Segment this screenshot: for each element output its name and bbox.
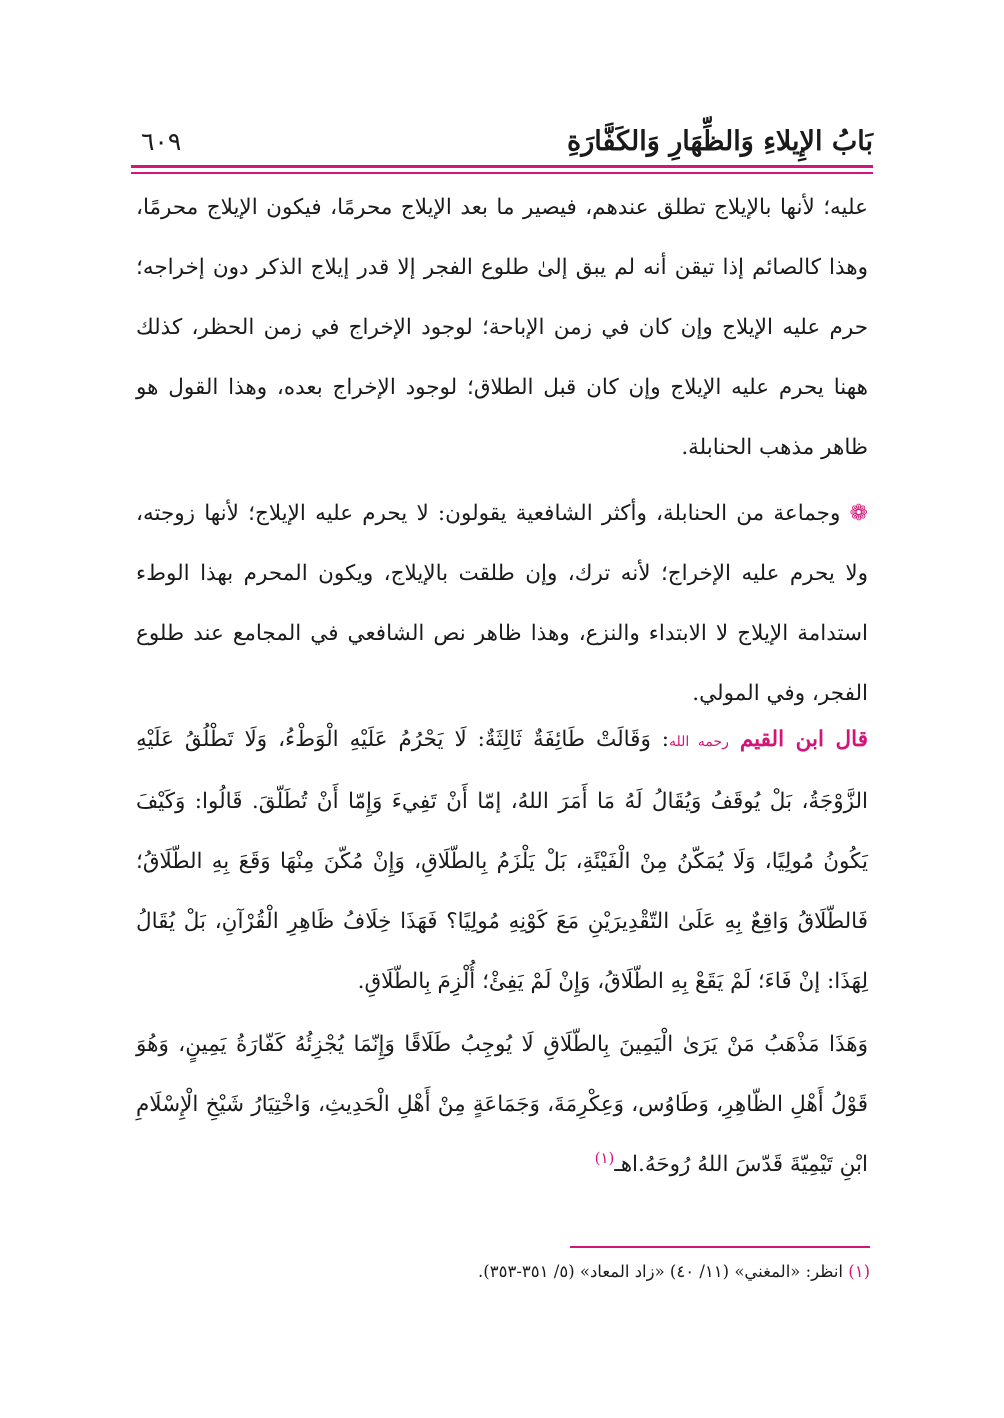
page-number: ٦٠٩ [141, 127, 182, 156]
footnote-separator [570, 1246, 870, 1248]
paragraph-4-text: وَهَذَا مَذْهَبُ مَنْ يَرَىٰ الْيَمِينَ بِالطّلَاقِ لَا يُوجِبُ طَلَاقًا وَإِنّمَا يُجْزِئُهُ كَفّارَةُ يَمِينٍ، وَهُوَ قَوْلُ أَهْلِ الظّاهِرِ، وَطَاوُس، وَعِكْرِمَةَ، وَجَمَاعَةٍ مِنْ أَهْلِ الْحَدِيثِ، وَاخْتِيَارُ شَيْخِ الْإِسْلَامِ ابْنِ تَيْمِيّةَ قَدّسَ اللهُ رُوحَهُ.اهـ [136, 1032, 868, 1177]
footnote-text: انظر: «المغني» (١١/ ٤٠) «زاد المعاد» (٥/ ٣٥١-٣٥٣). [478, 1262, 843, 1281]
speaker-name: قال ابن القيم [739, 727, 868, 752]
footnote [300, 1258, 870, 1286]
paragraph-4 [136, 1015, 868, 1195]
header-rule-thick [131, 165, 873, 168]
footnote-number: (١) [848, 1262, 870, 1281]
honorific: رحمه الله [669, 734, 729, 750]
paragraph-3 [136, 710, 868, 1012]
footnote-reference[interactable]: (١) [594, 1148, 615, 1167]
chapter-title: بَابُ الإِيلاءِ وَالظِّهَارِ وَالكَفَّارَةِ [567, 126, 873, 157]
paragraph-2-text: وجماعة من الحنابلة، وأكثر الشافعية يقولون: لا يحرم عليه الإيلاج؛ لأنها زوجته، ولا يحرم عليه الإخراج؛ لأنه ترك، وإن طلقت بالإيلاج، ويكون المحرم بهذا الوطء استدامة الإيلاج لا الابتداء والنزع، وهذا ظاهر نص الشافعي في المجامع عند طلوع الفجر، وفي المولي. [136, 501, 868, 706]
paragraph-2 [136, 484, 868, 724]
page-header [131, 122, 873, 162]
paragraph-3-text: : وَقَالَتْ طَائِفَةٌ ثَالِثَةٌ: لَا يَحْرُمُ عَلَيْهِ الْوَطْءُ، وَلَا تَطْلُقُ عَلَيْهِ الزَّوْجَةُ، بَلْ يُوقَفُ وَيُقَالُ لَهُ مَا أَمَرَ اللهُ، إمّا أَنْ تَفِيءَ وَإِمّا أَنْ تُطَلّقَ. قَالُوا: وَكَيْفَ يَكُونُ مُولِيًا، وَلَا يُمَكّنُ مِنْ الْفَيْئَةِ، بَلْ يَلْزَمُ بِالطّلَاقِ، وَإِنْ مُكّنَ مِنْهَا وَقَعَ بِهِ الطّلَاقُ؛ فَالطّلَاقُ وَاقِعٌ بِهِ عَلَىٰ التّقْدِيرَيْنِ مَعَ كَوْنِهِ مُولِيًا؟ فَهَذَا خِلَافُ ظَاهِرِ الْقُرْآنِ، بَلْ يُقَالُ لِهَذَا: إنْ فَاءَ؛ لَمْ يَقَعْ بِهِ الطّلَاقُ، وَإِنْ لَمْ يَفِئْ؛ أُلْزِمَ بِالطّلَاقِ. [136, 727, 868, 994]
paragraph-1: عليه؛ لأنها بالإيلاج تطلق عندهم، فيصير ما بعد الإيلاج محرمًا، فيكون الإيلاج محرمًا، وهذا كالصائم إذا تيقن أنه لم يبق إلىٰ طلوع الفجر إلا قدر إيلاج الذكر دون إخراجه؛ حرم عليه الإيلاج وإن كان في زمن الإباحة؛ لوجود الإخراج في زمن الحظر، كذلك ههنا يحرم عليه الإيلاج وإن كان قبل الطلاق؛ لوجود الإخراج بعده، وهذا القول هو ظاهر مذهب الحنابلة. [136, 195, 868, 460]
header-rule-thin [131, 172, 873, 174]
flower-ornament-icon: ❁ [849, 501, 868, 526]
